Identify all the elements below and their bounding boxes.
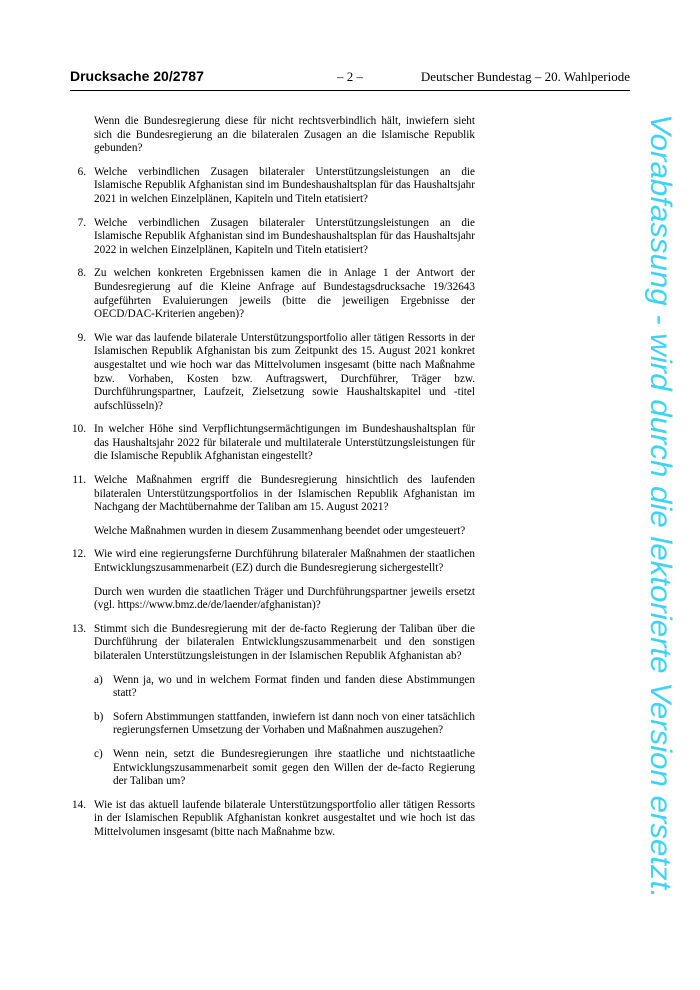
question-item: 7. Welche verbindlichen Zusagen bilateraler Unterstützungsleistungen an die Islamische Republik Afghanistan sind im Bundeshaushaltsplan für das Haushaltsjahr 2022 in welchen Einzelplänen, Kapiteln und Titeln etatisiert?: [77, 216, 475, 256]
sub-question: a) Wenn ja, wo und in welchem Format finden und fanden diese Abstimmungen statt?: [94, 673, 475, 700]
sub-question: b) Sofern Abstimmungen stattfanden, inwiefern ist dann noch von einer tatsächlich regierungsfernen Umsetzung der Vorhaben und Maßnahmen auszugehen?: [94, 710, 475, 737]
question-item: 14. Wie ist das aktuell laufende bilaterale Unterstützungsportfolio aller tätigen Ressorts in der Islamischen Republik Afghanistan konkret ausgestaltet und wie hoch ist das Mittelvolumen insgesamt (bitte nach Maßnahme bzw.: [72, 798, 475, 838]
document-body: [72, 115, 475, 850]
question-item: 11. Welche Maßnahmen ergriff die Bundesregierung hinsichtlich des laufenden bilateralen Unterstützungsportfolios in der Islamischen Republik Afghanistan im Nachgang der Machtübernahme der Taliban am 15. August 2021? Welche Maßnahmen wurden in diesem Zusammenhang beendet oder umgesteuert?: [72, 474, 475, 537]
question-item: 9. Wie war das laufende bilaterale Unterstützungsportfolio aller tätigen Ressorts in der Islamischen Republik Afghanistan bis zum Zeitpunkt des 15. August 2021 konkret ausgestaltet und wie hoch war das Mittelvolumen insgesamt (bitte nach Maßnahme bzw. Vorhaben, Kosten bzw. Auftragswert, Durchführer, Träger bzw. Durchführungspartner, Laufzeit, Zielsetzung sowie Haushaltskapitel und -titel aufschlüsseln)?: [77, 331, 475, 412]
watermark-text: Vorabfassung - wird durch die lektorierte Version ersetzt.: [644, 114, 677, 855]
question-item: 8. Zu welchen konkreten Ergebnissen kamen die in Anlage 1 der Antwort der Bundesregierung auf die Kleine Anfrage auf Bundestagsdrucksache 19/32643 aufgeführten Evaluierungen jeweils (bitte die jeweiligen Ergebnisse der OECD/DAC-Kriterien angeben)?: [77, 267, 475, 321]
page-number: – 2 –: [337, 69, 363, 84]
question-item: 13. Stimmt sich die Bundesregierung mit der de-facto Regierung der Taliban über die Durchführung der bilateralen Entwicklungszusammenarbeit und den sonstigen bilateralen Unterstützungsleistungen in der Islamischen Republik Afghanistan ab? a) Wenn ja, wo und in welchem Format finden und fanden diese Abstimmungen statt? b) Sofern Abstimmungen stattfanden, inwiefern ist dann noch von einer tatsächlich regierungsfernen Umsetzung der Vorhaben und Maßnahmen auszugehen? c) Wenn nein, setzt die Bundesregierungen ihre staatliche und nichtstaatliche Entwicklungszusammenarbeit somit gegen den Willen der de-facto Regierung der Taliban um?: [72, 622, 475, 788]
intro-paragraph: Wenn die Bundesregierung diese für nicht rechtsverbindlich hält, inwiefern sieht sich die Bundesregierung an die bilateralen Zusagen an die Islamische Republik gebunden?: [94, 115, 475, 155]
question-item: 6. Welche verbindlichen Zusagen bilateraler Unterstützungsleistungen an die Islamische Republik Afghanistan sind im Bundeshaushaltsplan für das Haushaltsjahr 2021 in welchen Einzelplänen, Kapiteln und Titeln etatisiert?: [77, 165, 475, 205]
followup-question: Durch wen wurden die staatlichen Träger und Durchführungspartner jeweils ersetzt (vgl. https://www.bmz.de/de/laender/afghanistan)?: [94, 585, 475, 612]
question-item: 12. Wie wird eine regierungsferne Durchführung bilateraler Maßnahmen der staatlichen Entwicklungszusammenarbeit (EZ) durch die Bundesregierung sichergestellt? Durch wen wurden die staatlichen Träger und Durchführungspartner jeweils ersetzt (vgl. https://www.bmz.de/de/laender/afghanistan)?: [72, 548, 475, 612]
followup-question: Welche Maßnahmen wurden in diesem Zusammenhang beendet oder umgesteuert?: [94, 524, 466, 537]
parliament-period: Deutscher Bundestag – 20. Wahlperiode: [420, 69, 630, 84]
sub-question: c) Wenn nein, setzt die Bundesregierungen ihre staatliche und nichtstaatliche Entwicklungszusammenarbeit somit gegen den Willen der de-facto Regierung der Taliban um?: [94, 747, 475, 788]
document-number: Drucksache 20/2787: [70, 68, 204, 84]
question-item: 10. In welcher Höhe sind Verpflichtungsermächtigungen im Bundeshaushaltsplan für das Haushaltsjahr 2022 für bilaterale und multilaterale Unterstützungsleistungen für die Islamische Republik Afghanistan eingestellt?: [72, 423, 475, 463]
draft-watermark: [637, 112, 697, 902]
page-header: [70, 68, 630, 88]
header-rule: [70, 90, 630, 91]
